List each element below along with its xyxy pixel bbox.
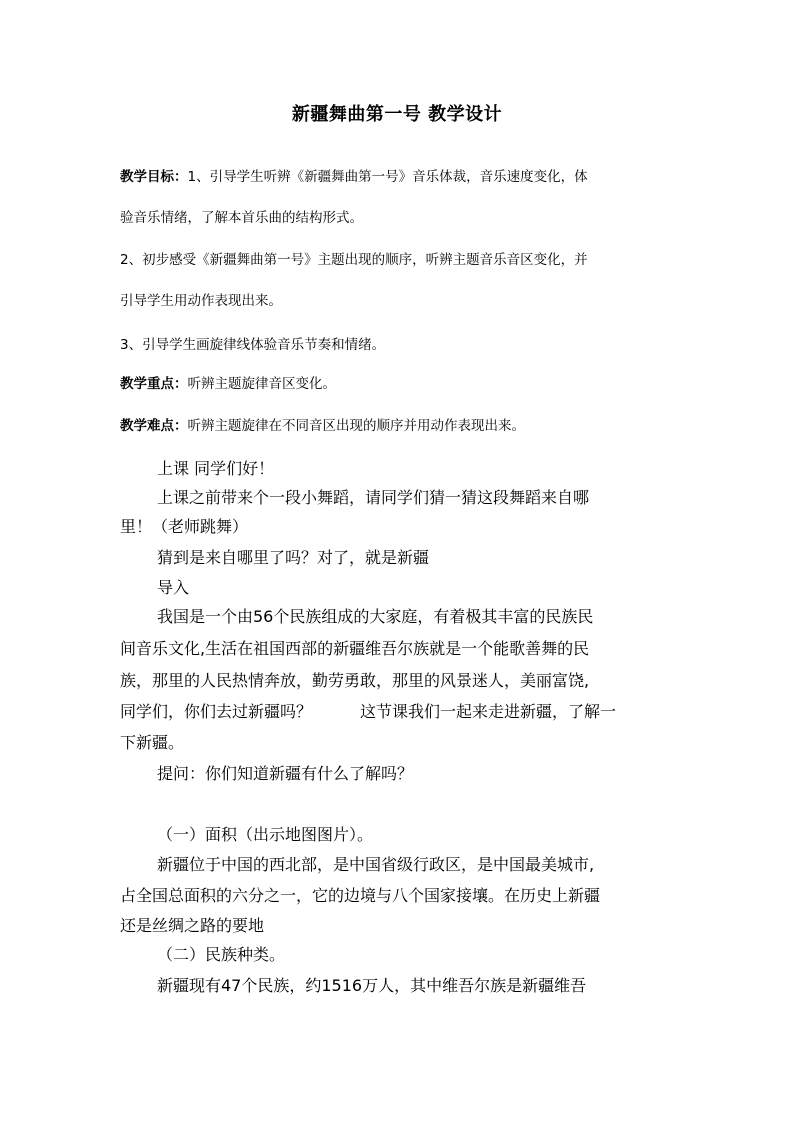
key-point-text: 听辨主题旋律音区变化。 bbox=[187, 376, 336, 392]
intro-text-line-3: 族，那里的人民热情奔放，勤劳勇敢，那里的风景迷人，美丽富饶, bbox=[120, 671, 590, 690]
area-text-line-2: 占全国总面积的六分之一，它的边境与八个国家接壤。在历史上新疆 bbox=[120, 886, 601, 905]
ethnic-text-line-1: 新疆现有47个民族，约1516万人，其中维吾尔族是新疆维吾 bbox=[157, 976, 587, 995]
intro-text-line-5: 下新疆。 bbox=[120, 733, 185, 752]
objective-3-text: 3、引导学生画旋律线体验音乐节奏和情绪。 bbox=[120, 337, 386, 353]
intro-text-line-2: 间音乐文化,生活在祖国西部的新疆维吾尔族就是一个能歌善舞的民 bbox=[120, 639, 590, 658]
key-point-line bbox=[120, 374, 336, 394]
objective-1-text-a: 1、引导学生听辨《新疆舞曲第一号》音乐体裁，音乐速度变化，体 bbox=[187, 169, 588, 185]
area-text-line-1: 新疆位于中国的西北部，是中国省级行政区，是中国最美城市, bbox=[157, 855, 595, 874]
key-point-label: 教学重点： bbox=[120, 376, 188, 392]
difficult-point-text: 听辨主题旋律在不同音区出现的顺序并用动作表现出来。 bbox=[187, 418, 525, 434]
dance-text-line-2: 里！（老师跳舞） bbox=[120, 517, 249, 536]
objectives-label: 教学目标： bbox=[120, 169, 188, 185]
greeting-text: 上课 同学们好！ bbox=[157, 459, 275, 478]
intro-text-line-4 bbox=[120, 701, 616, 723]
intro-text-line-4-question: 同学们，你们去过新疆吗？ bbox=[120, 702, 313, 721]
objective-2-text-a: 2、初步感受《新疆舞曲第一号》主题出现的顺序，听辨主题音乐音区变化，并 bbox=[120, 252, 588, 268]
ethnic-heading: （二）民族种类。 bbox=[157, 945, 286, 964]
objective-2-text-b: 引导学生用动作表现出来。 bbox=[120, 293, 282, 309]
guess-text: 猜到是来自哪里了吗？对了，就是新疆 bbox=[157, 548, 430, 567]
objectives-line-1 bbox=[120, 167, 588, 187]
objective-1-text-b: 验音乐情绪，了解本首乐曲的结构形式。 bbox=[120, 210, 363, 226]
difficult-point-line bbox=[120, 416, 525, 436]
area-heading: （一）面积（出示地图图片）。 bbox=[157, 825, 374, 844]
difficult-point-label: 教学难点： bbox=[120, 418, 188, 434]
document-title: 新疆舞曲第一号 教学设计 bbox=[291, 104, 503, 125]
question-text: 提问：你们知道新疆有什么了解吗？ bbox=[157, 764, 414, 783]
dance-text-line-1: 上课之前带来个一段小舞蹈，请同学们猜一猜这段舞蹈来自哪 bbox=[157, 488, 590, 507]
intro-text-line-1: 我国是一个由56个民族组成的大家庭，有着极其丰富的民族民 bbox=[157, 607, 594, 626]
intro-text-line-4-rest: 这节课我们一起来走进新疆，了解一 bbox=[360, 702, 617, 721]
intro-heading: 导入 bbox=[157, 578, 190, 597]
area-text-line-3: 还是丝绸之路的要地 bbox=[120, 916, 265, 935]
